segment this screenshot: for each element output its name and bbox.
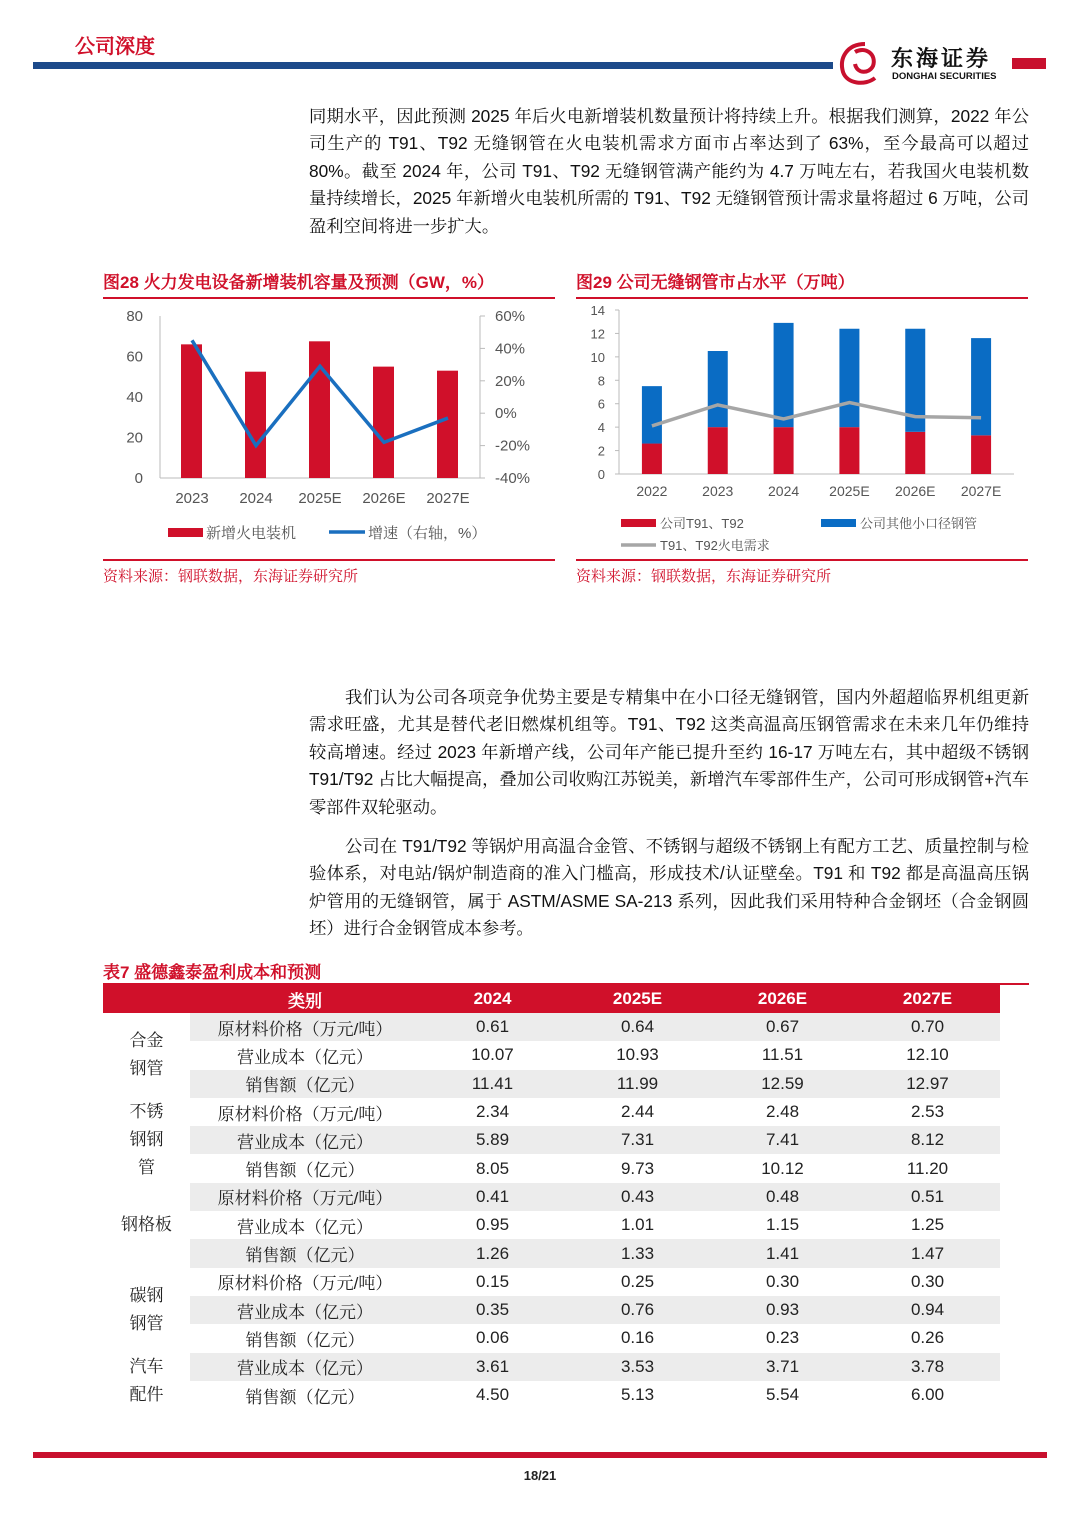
group-name: 碳钢钢管 xyxy=(129,1286,164,1334)
x-tick-label: 2027E xyxy=(426,490,470,507)
table-header: 2026E xyxy=(710,985,855,1013)
table-cell-value: 0.06 xyxy=(475,1328,510,1348)
table-cell-value: 7.41 xyxy=(710,1126,855,1154)
table-row xyxy=(103,1239,1000,1267)
table-cell-value: 0.93 xyxy=(710,1296,855,1324)
table-header: 2024 xyxy=(420,985,565,1013)
table-cell-value: 8.05 xyxy=(475,1158,510,1178)
table-group-label xyxy=(103,1183,190,1268)
table-cell-item: 营业成本（亿元） xyxy=(190,1353,420,1381)
table-row xyxy=(103,1126,1000,1154)
legend-label: T91、T92火电需求 xyxy=(660,538,770,553)
table-cell-item: 营业成本（亿元） xyxy=(237,1047,373,1067)
table-cell-value: 12.59 xyxy=(710,1070,855,1098)
logo-chinese: 东海证券 xyxy=(891,46,992,71)
legend-swatch-bar xyxy=(168,528,203,537)
table-cell-value: 5.89 xyxy=(420,1126,565,1154)
paragraph: 同期水平，因此预测 2025 年后火电新增装机数量预计将持续上升。根据我们测算，2022 年公司生产的 T91、T92 无缝钢管在火电装机需求方面市占率达到了 63%，至今最高可以超过 80%。截至 2024 年，公司 T91、T92 无缝钢管满产能约为 4.7 万吨左右，若我国火电装机数量持续增长，2025 年新增火电装机所需的 T91、T92 无缝钢管预计需求量将超过 6 万吨，公司盈利空间将进一步扩大。 xyxy=(309,106,1029,236)
x-tick-label: 2025E xyxy=(829,483,870,499)
table-cell-value: 0.15 xyxy=(475,1271,510,1291)
bar-new-capacity xyxy=(309,341,330,478)
x-tick-label: 2023 xyxy=(175,490,209,507)
table-cell-value: 0.48 xyxy=(710,1183,855,1211)
table-cell-value: 0.61 xyxy=(420,1013,565,1041)
table-cell-value: 0.70 xyxy=(855,1013,1000,1041)
table-cell-value: 11.51 xyxy=(761,1045,804,1065)
legend-label: 增速（右轴，%） xyxy=(368,525,487,542)
y-tick-label: 0 xyxy=(597,467,605,482)
figure-28-chart xyxy=(103,300,555,555)
bar-other-small-pipe xyxy=(971,338,991,435)
table-cell-value: 0.16 xyxy=(620,1328,655,1348)
y2-tick-label: -20% xyxy=(495,437,531,455)
table-cell-item: 原材料价格（万元/吨） xyxy=(190,1183,420,1211)
table-row xyxy=(103,1268,1000,1296)
x-tick-label: 2022 xyxy=(636,483,668,499)
section-title: 公司深度 xyxy=(75,36,155,58)
table-cell-value: 0.95 xyxy=(475,1215,510,1235)
table-row xyxy=(103,1211,1000,1239)
table-cell-value: 12.97 xyxy=(855,1070,1000,1098)
bar-other-small-pipe xyxy=(642,386,662,443)
table-header: 2025E xyxy=(565,985,710,1013)
y-tick-label: 2 xyxy=(597,443,605,459)
table-cell-value: 0.67 xyxy=(710,1013,855,1041)
table-row xyxy=(103,1381,1000,1409)
page-number: 18/21 xyxy=(523,1468,557,1483)
table-cell-value: 0.94 xyxy=(855,1296,1000,1324)
table-group-label xyxy=(103,1353,190,1410)
group-name: 合金钢管 xyxy=(129,1031,164,1079)
bar-t91-t92 xyxy=(774,427,794,474)
table-row xyxy=(103,1154,1000,1182)
table-cell-value: 5.13 xyxy=(620,1385,655,1404)
table-cell-value: 1.47 xyxy=(855,1239,1000,1267)
figure-29-title: 图29 公司无缝钢管市占水平（万吨） xyxy=(576,268,1028,299)
legend-swatch xyxy=(821,519,856,527)
table-row xyxy=(103,1183,1000,1211)
table-cell-item: 原材料价格（万元/吨） xyxy=(217,1104,393,1124)
table-cell-item: 销售额（亿元） xyxy=(245,1330,365,1350)
table-cell-value: 0.51 xyxy=(855,1183,1000,1211)
table-header: 2027E xyxy=(855,985,1000,1013)
table-cell-value: 0.26 xyxy=(910,1328,945,1348)
paragraph: 公司在 T91/T92 等锅炉用高温合金管、不锈钢与超级不锈钢上有配方工艺、质量控制与检验体系，对电站/锅炉制造商的准入门槛高，形成技术/认证壁垒。T91 和 T92 都是高温高压锅炉管用的无缝钢管，属于 ASTM/ASME SA-213 系列，因此我们采用特种合金钢坯（合金钢圆坯）进行合金钢管成本参考。 xyxy=(309,836,1029,939)
table-group-label xyxy=(103,1268,190,1353)
table-row xyxy=(103,1013,1000,1041)
table-header: 类别 xyxy=(190,985,420,1013)
y-tick-label: 14 xyxy=(590,303,605,318)
bar-other-small-pipe xyxy=(839,329,859,427)
table-cell-value: 4.50 xyxy=(475,1385,510,1404)
table-cell-item: 营业成本（亿元） xyxy=(190,1296,420,1324)
table-cell-value: 3.71 xyxy=(710,1353,855,1381)
table-cell-value: 9.73 xyxy=(620,1158,655,1178)
bar-new-capacity xyxy=(437,371,458,478)
dragon-logo-icon xyxy=(835,38,883,88)
y2-tick-label: 60% xyxy=(495,308,526,325)
table-cell-value: 10.07 xyxy=(471,1045,514,1065)
table-cell-value: 0.25 xyxy=(620,1271,655,1291)
x-tick-label: 2024 xyxy=(768,483,800,499)
table-cell-value: 0.76 xyxy=(565,1296,710,1324)
table-cell-value: 0.35 xyxy=(420,1296,565,1324)
y2-tick-label: 40% xyxy=(495,340,526,358)
table-cell-value: 0.43 xyxy=(565,1183,710,1211)
x-tick-label: 2026E xyxy=(895,483,936,499)
table-cell-value: 10.93 xyxy=(616,1045,659,1065)
bar-t91-t92 xyxy=(708,427,728,474)
y2-tick-label: 20% xyxy=(495,372,526,390)
x-tick-label: 2027E xyxy=(960,483,1002,499)
legend-swatch xyxy=(621,519,656,527)
figure-28-source: 资料来源：钢联数据，东海证券研究所 xyxy=(103,559,555,586)
table-cell-value: 8.12 xyxy=(855,1126,1000,1154)
table-group-label xyxy=(103,1013,190,1098)
bar-other-small-pipe xyxy=(774,323,794,427)
table-row xyxy=(103,1296,1000,1324)
table-cell-value: 6.00 xyxy=(910,1385,945,1404)
table-cell-item: 原材料价格（万元/吨） xyxy=(217,1274,393,1294)
y-tick-label: 4 xyxy=(597,420,605,436)
table-cell-value: 2.44 xyxy=(620,1102,655,1122)
x-tick-label: 2025E xyxy=(298,490,342,507)
profit-cost-table xyxy=(103,985,1000,1409)
table-cell-value: 11.20 xyxy=(906,1158,949,1178)
table-cell-item: 销售额（亿元） xyxy=(245,1387,365,1407)
bar-t91-t92 xyxy=(839,427,859,474)
legend-label: 公司T91、T92 xyxy=(660,516,744,531)
y-tick-label: 20 xyxy=(126,429,143,447)
table-cell-value: 5.54 xyxy=(765,1385,800,1404)
table-cell-value: 3.53 xyxy=(565,1353,710,1381)
y2-tick-label: 0% xyxy=(495,405,517,423)
table-cell-value: 2.34 xyxy=(475,1102,510,1122)
table-cell-value: 11.41 xyxy=(420,1070,565,1098)
table-row xyxy=(103,1353,1000,1381)
table-row xyxy=(103,1070,1000,1098)
table-cell-item: 营业成本（亿元） xyxy=(237,1217,373,1237)
x-tick-label: 2024 xyxy=(239,490,273,507)
y-tick-label: 12 xyxy=(590,326,605,342)
table-cell-value: 1.25 xyxy=(910,1215,945,1235)
table-cell-item: 销售额（亿元） xyxy=(190,1239,420,1267)
y-tick-label: 8 xyxy=(597,373,605,389)
table-cell-value: 11.99 xyxy=(565,1070,710,1098)
group-name: 钢格板 xyxy=(120,1215,172,1235)
table-cell-item: 原材料价格（万元/吨） xyxy=(190,1013,420,1041)
table-cell-value: 0.30 xyxy=(765,1271,800,1291)
header-divider xyxy=(33,62,833,69)
legend-label: 公司其他小口径钢管 xyxy=(860,516,978,531)
bar-t91-t92 xyxy=(642,444,662,474)
table-cell-value: 1.15 xyxy=(765,1215,800,1235)
legend-label: 新增火电装机 xyxy=(206,525,297,542)
table-cell-value: 10.12 xyxy=(761,1158,804,1178)
table-cell-value: 1.41 xyxy=(710,1239,855,1267)
table-cell-value: 1.33 xyxy=(565,1239,710,1267)
table-cell-value: 0.23 xyxy=(765,1328,800,1348)
bar-t91-t92 xyxy=(905,432,925,474)
bar-new-capacity xyxy=(181,344,202,478)
table-cell-item: 营业成本（亿元） xyxy=(190,1126,420,1154)
bar-t91-t92 xyxy=(971,435,991,474)
bar-new-capacity xyxy=(245,372,266,478)
table-cell-item: 销售额（亿元） xyxy=(245,1161,365,1181)
table-cell-item: 销售额（亿元） xyxy=(190,1070,420,1098)
table-cell-value: 3.78 xyxy=(855,1353,1000,1381)
table-cell-value: 1.01 xyxy=(620,1215,655,1235)
footer-divider xyxy=(33,1452,1047,1458)
table-group-label xyxy=(103,1098,190,1183)
table-title: 表7 盛德鑫泰盈利成本和预测 xyxy=(103,963,322,982)
table-cell-value: 3.61 xyxy=(420,1353,565,1381)
table-row xyxy=(103,1098,1000,1126)
y-tick-label: 6 xyxy=(597,396,605,412)
table-cell-value: 12.10 xyxy=(906,1045,949,1065)
table-cell-value: 0.30 xyxy=(910,1271,945,1291)
table-cell-value: 0.41 xyxy=(420,1183,565,1211)
y-tick-label: 80 xyxy=(126,308,143,325)
group-name: 不锈钢钢管 xyxy=(129,1102,164,1178)
table-cell-value: 0.64 xyxy=(565,1013,710,1041)
table-row xyxy=(103,1041,1000,1069)
x-tick-label: 2026E xyxy=(362,490,406,507)
table-cell-value: 2.48 xyxy=(765,1102,800,1122)
table-cell-value: 7.31 xyxy=(565,1126,710,1154)
x-tick-label: 2023 xyxy=(702,483,734,499)
group-name: 汽车配件 xyxy=(129,1356,164,1404)
header-accent xyxy=(1012,58,1046,69)
y-tick-label: 60 xyxy=(126,348,143,366)
table-row xyxy=(103,1324,1000,1352)
table-header-group xyxy=(103,985,190,1013)
figure-29-chart xyxy=(576,300,1028,558)
company-logo xyxy=(835,38,1010,88)
bar-other-small-pipe xyxy=(708,351,728,427)
table-cell-value: 2.53 xyxy=(910,1102,945,1122)
y-tick-label: 40 xyxy=(126,389,143,406)
logo-english: DONGHAI SECURITIES xyxy=(892,71,997,82)
line-t91-t92-demand xyxy=(652,403,981,426)
figure-29-source: 资料来源：钢联数据，东海证券研究所 xyxy=(576,559,1028,586)
bar-new-capacity xyxy=(373,367,394,478)
figure-28-title: 图28 火力发电设备新增装机容量及预测（GW，%） xyxy=(103,268,555,299)
table-cell-value: 1.26 xyxy=(420,1239,565,1267)
y2-tick-label: -40% xyxy=(495,470,531,487)
paragraph: 我们认为公司各项竞争优势主要是专精集中在小口径无缝钢管，国内外超超临界机组更新需求旺盛，尤其是替代老旧燃煤机组等。T91、T92 这类高温高压钢管需求在未来几年仍维持较高增速。经过 2023 年新增产线，公司年产能已提升至约 16-17 万吨左右，其中超级不锈钢 T91/T92 占比大幅提高，叠加公司收购江苏锐美，新增汽车零部件生产，公司可形成钢管+汽车零部件双轮驱动。 xyxy=(309,687,1029,817)
y-tick-label: 0 xyxy=(134,470,143,487)
y-tick-label: 10 xyxy=(590,349,605,365)
